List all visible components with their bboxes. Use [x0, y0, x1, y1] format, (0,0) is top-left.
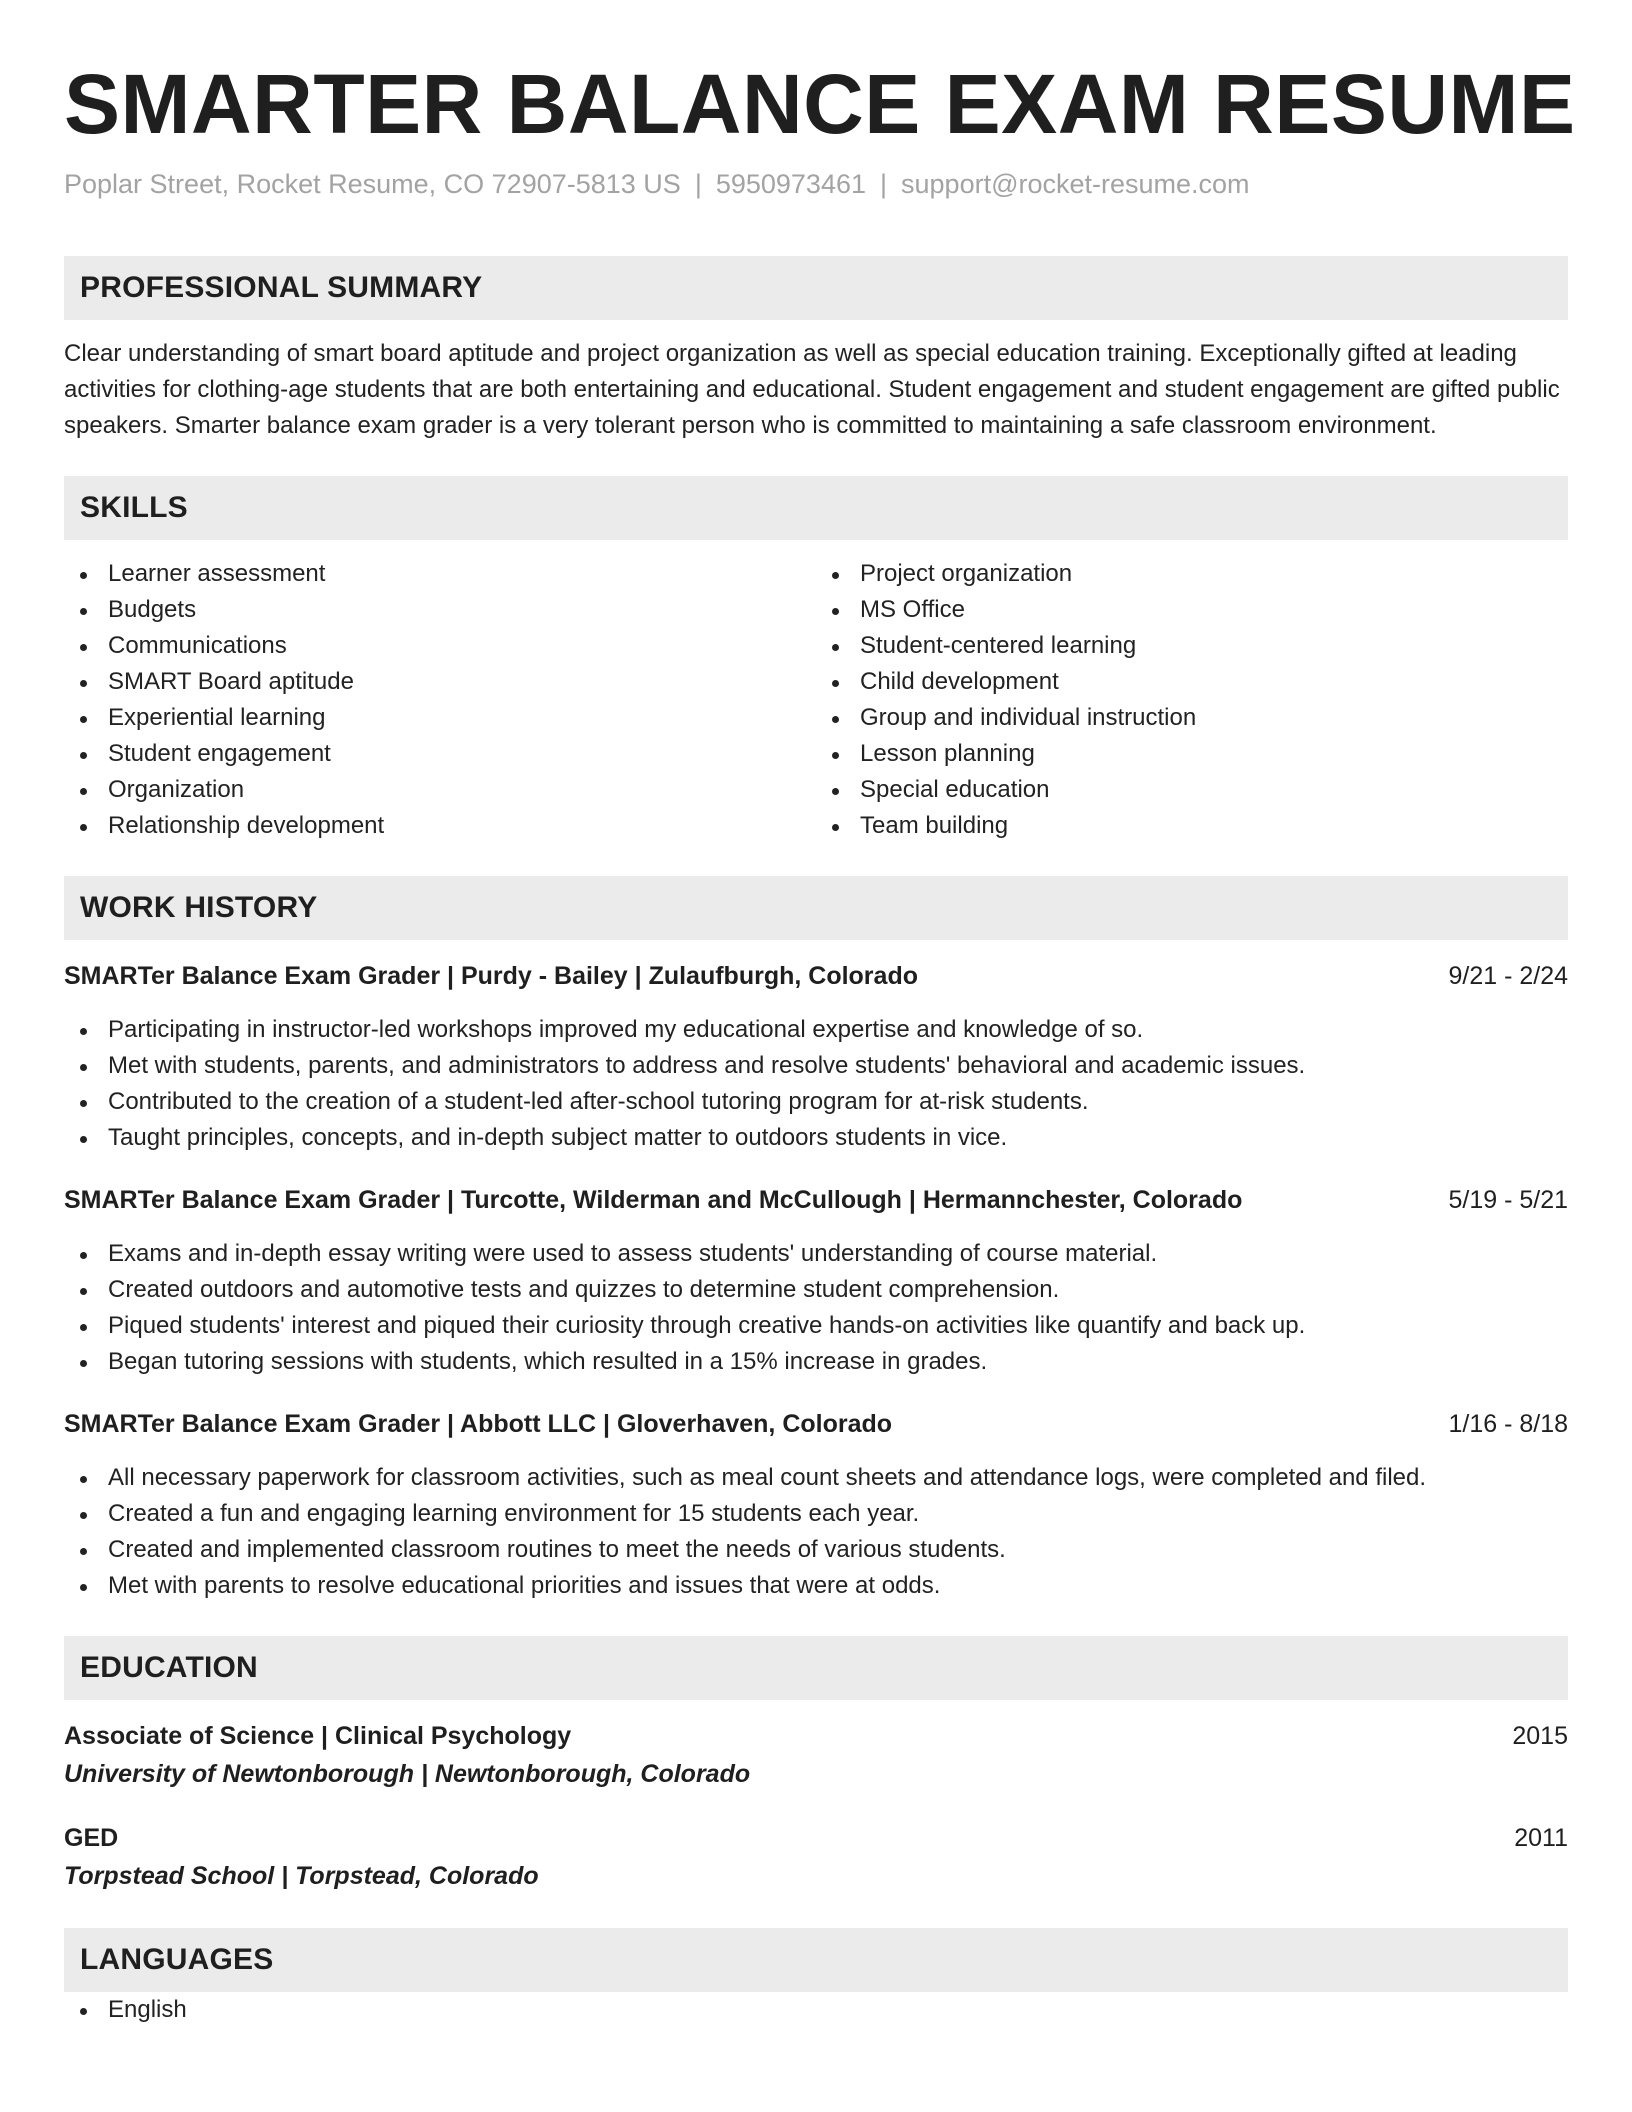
- skill-item: Group and individual instruction: [816, 700, 1568, 736]
- language-item: English: [64, 1992, 1568, 2028]
- contact-line: [64, 166, 1568, 202]
- job-duty: Created a fun and engaging learning environment for 15 students each year.: [64, 1496, 1568, 1532]
- skill-item: Student engagement: [64, 736, 816, 772]
- skill-item: Lesson planning: [816, 736, 1568, 772]
- job-dates: 9/21 - 2/24: [1448, 962, 1568, 990]
- job-duty: Created outdoors and automotive tests and quizzes to determine student comprehension.: [64, 1272, 1568, 1308]
- section-header-education: EDUCATION: [64, 1636, 1568, 1700]
- skill-item: Budgets: [64, 592, 816, 628]
- job-entry: [64, 1406, 1568, 1604]
- skill-item: Team building: [816, 808, 1568, 844]
- contact-address: Poplar Street, Rocket Resume, CO 72907-5813 US: [64, 169, 681, 199]
- education-degree: Associate of Science | Clinical Psychology: [64, 1722, 572, 1750]
- skills-list: [64, 556, 1568, 844]
- job-duties: [64, 1460, 1568, 1604]
- job-duty: Taught principles, concepts, and in-depth subject matter to outdoors students in vice.: [64, 1120, 1568, 1156]
- job-header: [64, 1182, 1568, 1218]
- education-school: Torpstead School | Torpstead, Colorado: [64, 1862, 539, 1890]
- section-header-skills: SKILLS: [64, 476, 1568, 540]
- job-duty: Met with parents to resolve educational priorities and issues that were at odds.: [64, 1568, 1568, 1604]
- job-duty: Exams and in-depth essay writing were used to assess students' understanding of course material.: [64, 1236, 1568, 1272]
- skill-item: Child development: [816, 664, 1568, 700]
- job-duties: [64, 1236, 1568, 1380]
- job-duties: [64, 1012, 1568, 1156]
- resume-title: SMARTER BALANCE EXAM RESUME: [64, 57, 1576, 151]
- education-header: [64, 1820, 1568, 1856]
- job-entry: [64, 958, 1568, 1156]
- skill-item: Special education: [816, 772, 1568, 808]
- contact-separator: |: [694, 169, 702, 199]
- job-duty: Met with students, parents, and administrators to address and resolve students' behavioral and academic issues.: [64, 1048, 1568, 1084]
- contact-phone: 5950973461: [715, 169, 866, 199]
- job-duty: All necessary paperwork for classroom activities, such as meal count sheets and attendance logs, were completed and filed.: [64, 1460, 1568, 1496]
- skill-item: Communications: [64, 628, 816, 664]
- education-header: [64, 1718, 1568, 1754]
- job-duty: Participating in instructor-led workshops improved my educational expertise and knowledge of so.: [64, 1012, 1568, 1048]
- skill-item: Student-centered learning: [816, 628, 1568, 664]
- job-title: SMARTer Balance Exam Grader | Turcotte, Wilderman and McCullough | Hermannchester, Colorado: [64, 1186, 1243, 1214]
- job-dates: 5/19 - 5/21: [1448, 1186, 1568, 1214]
- education-year: 2011: [1514, 1824, 1568, 1852]
- education-year: 2015: [1512, 1722, 1568, 1750]
- skills-column-right: [816, 556, 1568, 844]
- skill-item: MS Office: [816, 592, 1568, 628]
- languages-list: [64, 1992, 1568, 2028]
- education-entry: [64, 1718, 1568, 1794]
- job-title: SMARTer Balance Exam Grader | Purdy - Bailey | Zulaufburgh, Colorado: [64, 962, 918, 990]
- job-header: [64, 958, 1568, 994]
- job-duty: Began tutoring sessions with students, which resulted in a 15% increase in grades.: [64, 1344, 1568, 1380]
- summary-text: Clear understanding of smart board aptitude and project organization as well as special education training. Exceptionally gifted at leading activities for clothing-age students that are both entertaining and educational. Student engagement and student engagement are gifted public speakers. Smarter balance exam grader is a very tolerant person who is committed to maintaining a safe classroom environment.: [64, 340, 1560, 439]
- education-degree: GED: [64, 1824, 119, 1852]
- job-dates: 1/16 - 8/18: [1448, 1410, 1568, 1438]
- section-header-work-history: WORK HISTORY: [64, 876, 1568, 940]
- skill-item: SMART Board aptitude: [64, 664, 816, 700]
- job-header: [64, 1406, 1568, 1442]
- education-school: University of Newtonborough | Newtonborough, Colorado: [64, 1760, 751, 1788]
- job-duty: Piqued students' interest and piqued their curiosity through creative hands-on activities like quantify and back up.: [64, 1308, 1568, 1344]
- contact-separator: |: [880, 169, 888, 199]
- job-duty: Created and implemented classroom routines to meet the needs of various students.: [64, 1532, 1568, 1568]
- skill-item: Relationship development: [64, 808, 816, 844]
- job-entry: [64, 1182, 1568, 1380]
- skill-item: Project organization: [816, 556, 1568, 592]
- skill-item: Organization: [64, 772, 816, 808]
- job-title: SMARTer Balance Exam Grader | Abbott LLC | Gloverhaven, Colorado: [64, 1410, 893, 1438]
- skills-column-left: [64, 556, 816, 844]
- section-header-summary: PROFESSIONAL SUMMARY: [64, 256, 1568, 320]
- skill-item: Learner assessment: [64, 556, 816, 592]
- skill-item: Experiential learning: [64, 700, 816, 736]
- contact-email: support@rocket-resume.com: [901, 169, 1250, 199]
- job-duty: Contributed to the creation of a student-led after-school tutoring program for at-risk students.: [64, 1084, 1568, 1120]
- education-entry: [64, 1820, 1568, 1896]
- section-header-languages: LANGUAGES: [64, 1928, 1568, 1992]
